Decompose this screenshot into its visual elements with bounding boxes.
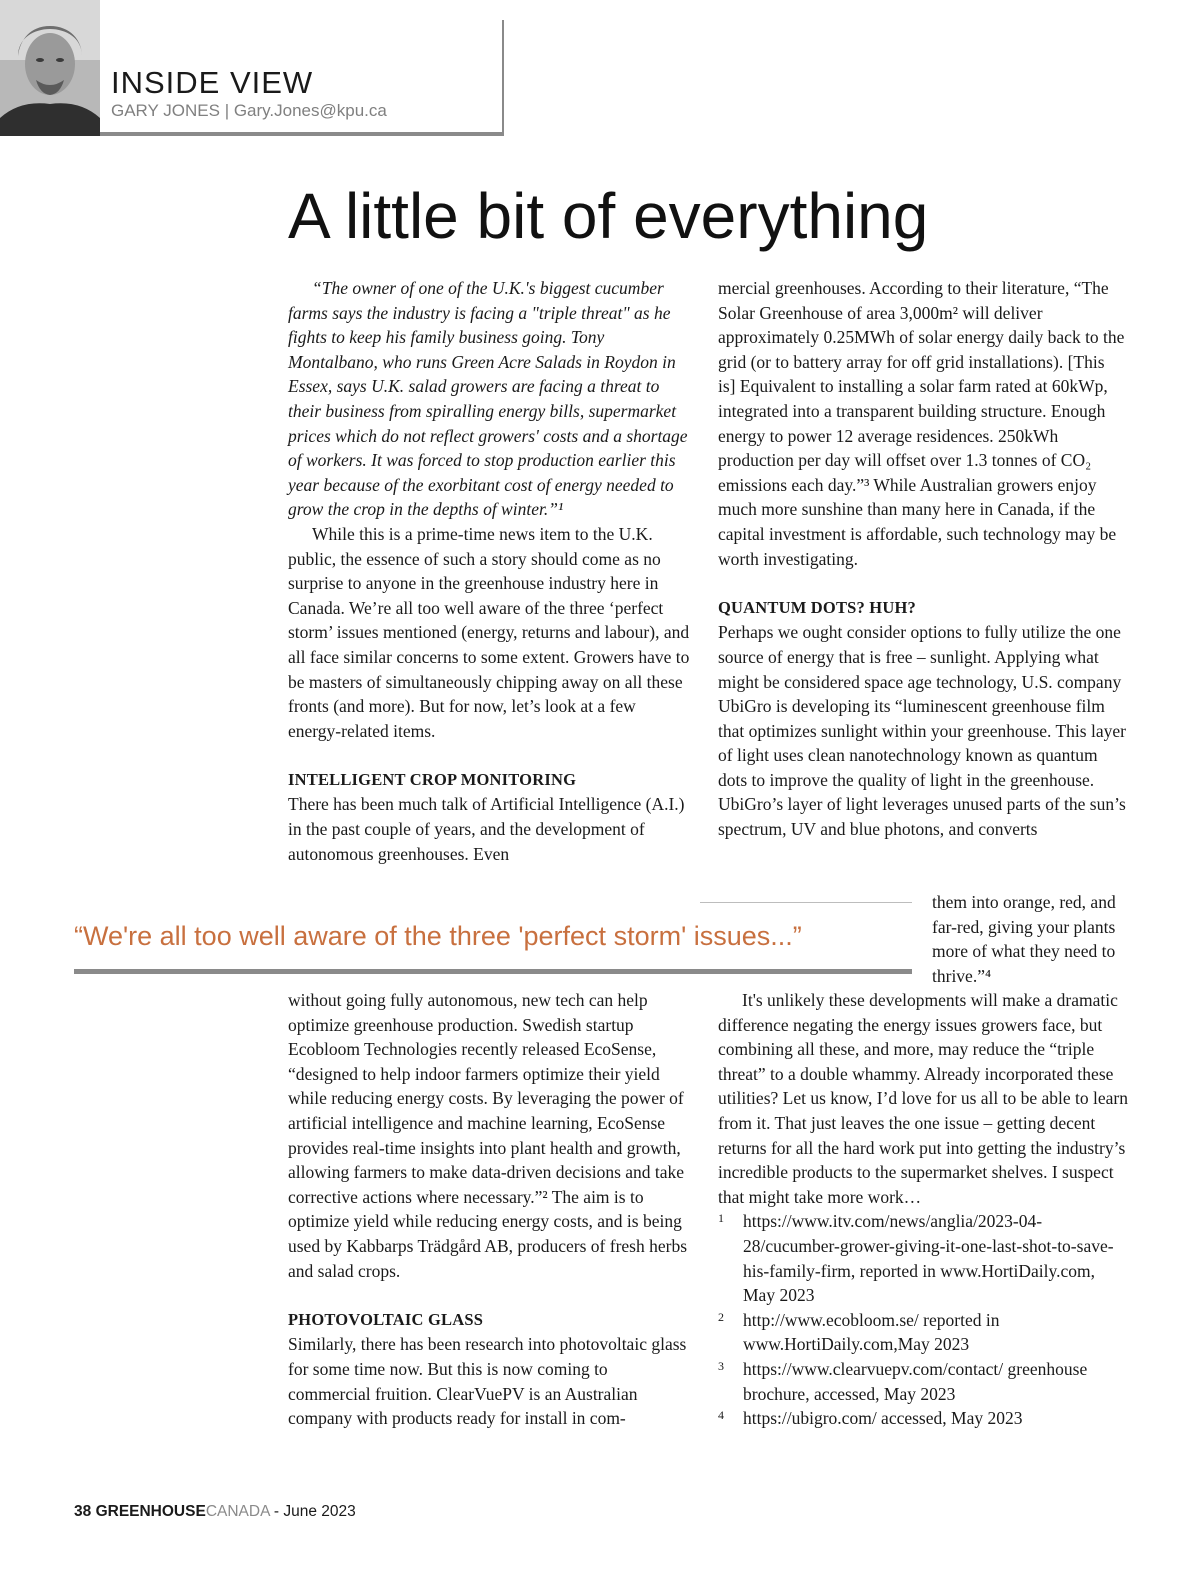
publication-name-light: CANADA — [205, 1503, 270, 1520]
header-rule-horizontal — [100, 132, 504, 136]
footnote-number: 2 — [718, 1309, 724, 1324]
footnote — [718, 1357, 1128, 1406]
body-paragraph: Perhaps we ought consider options to fully utilize the one source of energy that is free – sunlight. Applying what might be considered space age technology, U.S. company UbiGro is developing its “luminescent greenhouse film that optimizes sunlight within your greenhouse. This layer of light uses clean nanotechnology known as quantum dots to improve the quality of light in the greenhouse. UbiGro’s layer of light leverages unused parts of the sun’s spectrum, UV and blue photons, and converts — [718, 622, 1126, 840]
footnote-text[interactable]: https://ubigro.com/ accessed, May 2023 — [743, 1408, 1023, 1429]
column-2-wrap-text — [932, 890, 1132, 988]
subhead-quantum-dots: QUANTUM DOTS? HUH? — [718, 597, 916, 617]
pull-quote: “We're all too well aware of the three 'perfect storm' issues...” — [74, 921, 802, 951]
subhead-intelligent-crop-monitoring: INTELLIGENT CROP MONITORING — [288, 769, 577, 789]
footnote-text[interactable]: http://www.ecobloom.se/ reported in www.HortiDaily.com,May 2023 — [743, 1309, 1000, 1355]
body-paragraph: It's unlikely these developments will make a dramatic difference negating the energy issues growers face, but combining all these, and more, may reduce the “triple threat” to a double whammy. Already incorporated these utilities? Let us know, I’d love for us all to be able to learn from it. That just leaves the one issue – getting decent returns for all the hard work put into getting the industry’s incredible products to the supermarket shelves. I suspect that might take more work… — [718, 990, 1129, 1207]
body-paragraph: mercial greenhouses. According to their literature, “The Solar Greenhouse of area 3,000m² will deliver approximately 0.25MWh of solar energy daily back to the grid (or to battery array for off grid installations). [This is] Equivalent to installing a solar farm rated at 60kWp, integrated into a transparent building structure. Enough energy to power 12 average residences. 250kWh production per day will offset over 1.3 tonnes of CO₂ emissions each day.”³ While Australian growers enjoy much more sunshine than many here in Canada, if the capital investment is affordable, such technology may be worth investigating. — [718, 278, 1125, 569]
footnote — [718, 1209, 1128, 1307]
column-2-bottom — [718, 988, 1128, 1431]
article-headline: A little bit of everything — [288, 180, 929, 252]
author-byline: GARY JONES | Gary.Jones@kpu.ca — [111, 101, 387, 120]
pullquote-rule-top — [700, 902, 912, 903]
footnotes — [718, 1209, 1128, 1430]
pullquote-rule — [74, 969, 912, 974]
column-1-top — [288, 276, 693, 866]
body-paragraph: Similarly, there has been research into photovoltaic glass for some time now. But this is now coming to commercial fruition. ClearVuePV is an Australian company with products ready for install in com- — [288, 1334, 687, 1429]
body-paragraph-continued: them into orange, red, and far-red, giving your plants more of what they need to thrive.”⁴ — [932, 892, 1116, 986]
body-paragraph: There has been much talk of Artificial Intelligence (A.I.) in the past couple of years, and the development of autonomous greenhouses. Even — [288, 794, 685, 864]
page-footer — [74, 1503, 356, 1521]
footnote-number: 3 — [718, 1358, 724, 1373]
page-number: 38 — [74, 1503, 92, 1520]
footnote — [718, 1308, 1128, 1357]
publication-name: GREENHOUSE — [95, 1503, 206, 1520]
footnote-number: 1 — [718, 1211, 724, 1226]
opening-quote: “The owner of one of the U.K.'s biggest cucumber farms says the industry is facing a "triple threat" as he fights to keep his family business going. Tony Montalbano, who runs Green Acre Salads in Roydon in Essex, says U.K. salad growers are facing a threat to their business from spiralling energy bills, supermarket prices which do not reflect growers' costs and a shortage of workers. It was forced to stop production earlier this year because of the exorbitant cost of energy needed to grow the crop in the depths of winter.”¹ — [288, 278, 688, 520]
author-portrait-icon — [0, 0, 100, 136]
footnote-text[interactable]: https://www.clearvuepv.com/contact/ greenhouse brochure, accessed, May 2023 — [743, 1358, 1088, 1404]
issue-date: - June 2023 — [273, 1503, 356, 1520]
footnote — [718, 1406, 1128, 1431]
header-rule-vertical — [502, 20, 504, 136]
subhead-photovoltaic-glass: PHOTOVOLTAIC GLASS — [288, 1309, 484, 1329]
footnote-text[interactable]: https://www.itv.com/news/anglia/2023-04-28/cucumber-grower-giving-it-one-last-shot-to-save-his-family-firm, reported in www.HortiDaily.com, May 2023 — [743, 1211, 1114, 1306]
section-title: INSIDE VIEW — [111, 65, 314, 100]
footnote-number: 4 — [718, 1408, 724, 1423]
column-1-bottom — [288, 988, 693, 1431]
column-2-top — [718, 276, 1126, 842]
body-paragraph: without going fully autonomous, new tech can help optimize greenhouse production. Swedish startup Ecobloom Technologies recently released EcoSense, “designed to help indoor farmers optimize their yield while reducing energy costs. By leveraging the power of artificial intelligence and machine learning, EcoSense provides real-time insights into plant health and growth, allowing farmers to make data-driven decisions and take corrective actions where necessary.”² The aim is to optimize yield while reducing energy costs, and is being used by Kabbarps Trädgård AB, producers of fresh herbs and salad crops. — [288, 990, 688, 1281]
author-photo — [0, 0, 100, 136]
body-paragraph: While this is a prime-time news item to the U.K. public, the essence of such a story should come as no surprise to anyone in the greenhouse industry here in Canada. We’re all too well aware of the three ‘perfect storm’ issues mentioned (energy, returns and labour), and all face similar concerns to some extent. Growers have to be masters of simultaneously chipping away on all these fronts (and more). But for now, let’s look at a few energy-related items. — [288, 523, 690, 741]
